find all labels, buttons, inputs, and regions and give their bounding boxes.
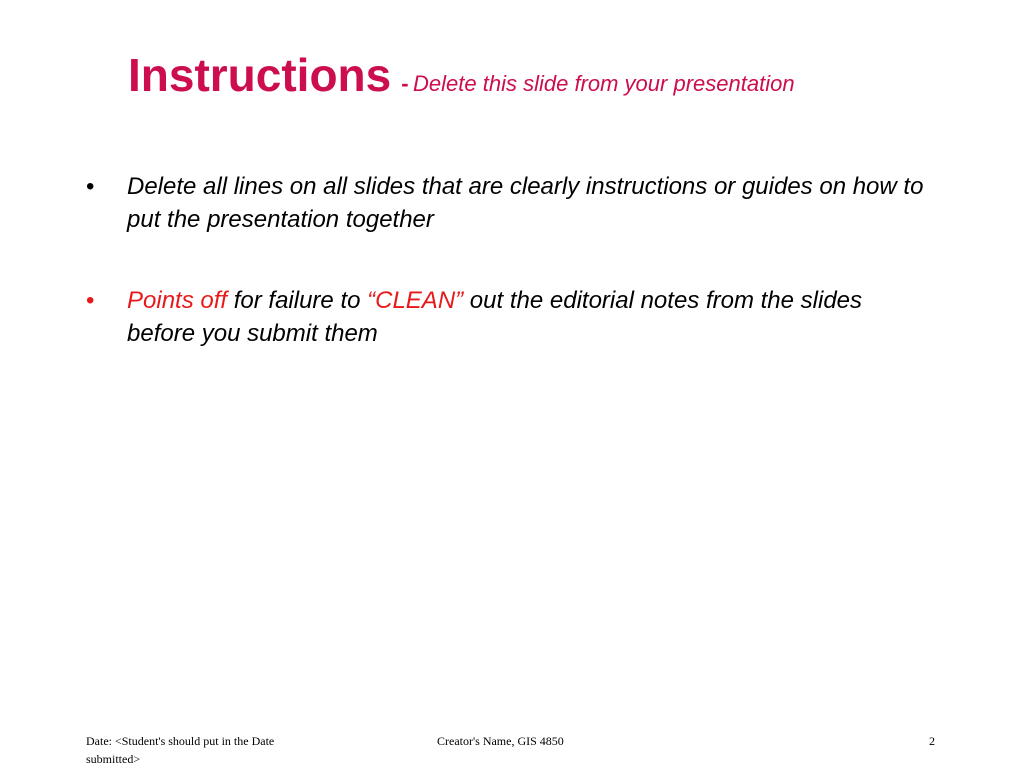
- footer-page-number: 2: [929, 734, 935, 748]
- bullet-text-end: out the editorial notes from the slides before you submit them: [127, 287, 863, 347]
- title-dash: -: [401, 71, 409, 96]
- title-subtitle: Delete this slide from your presentation: [413, 71, 795, 96]
- footer-date: Date: <Student's should put in the Date submitted>: [86, 734, 275, 766]
- bullet-text: Delete all lines on all slides that are clearly instructions or guides on how to put the presentation together: [127, 173, 924, 233]
- bullet-item-1: [86, 170, 936, 236]
- bullet-marker: •: [86, 173, 95, 200]
- points-off-text: Points off: [127, 287, 228, 314]
- footer-creator: Creator's Name, GIS 4850: [437, 734, 564, 748]
- slide-title: [128, 48, 988, 102]
- clean-text: “CLEAN”: [367, 287, 464, 314]
- bullet-marker: •: [86, 287, 95, 314]
- title-main: Instructions: [128, 49, 392, 101]
- bullet-list: [86, 170, 936, 398]
- bullet-text-mid: for failure to: [227, 287, 368, 314]
- bullet-item-2: [86, 284, 936, 350]
